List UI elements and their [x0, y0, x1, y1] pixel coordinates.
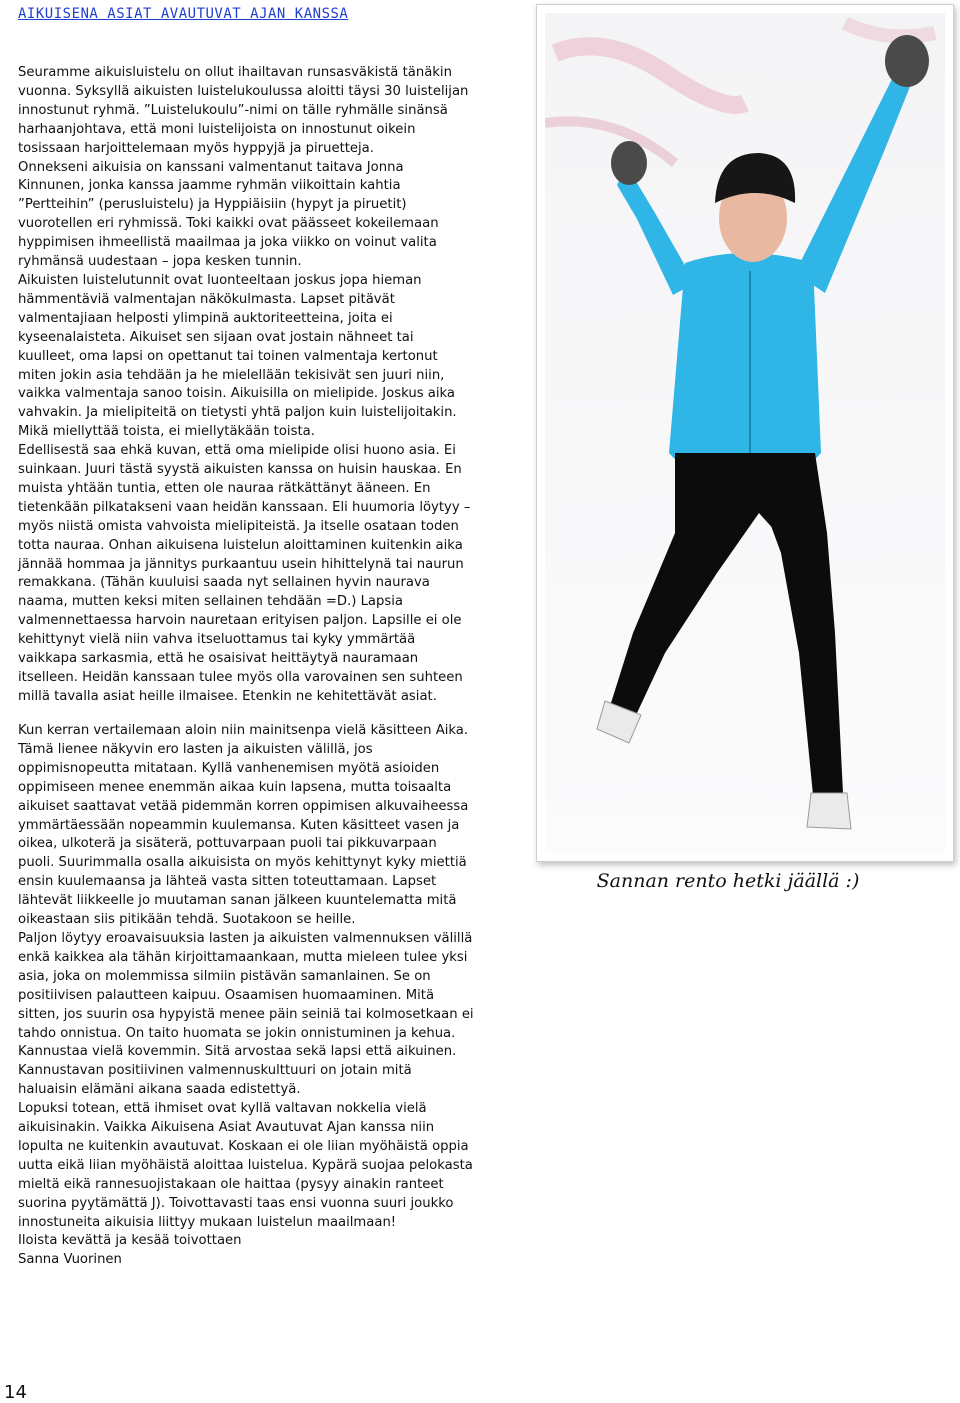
- page-number: 14: [4, 1382, 27, 1403]
- article-column-2: [18, 722, 474, 1270]
- paragraph: Aikuisten luistelutunnit ovat luonteeltaan joskus jopa hieman hämmentäviä valmentajan näkökulmasta. Lapset pitävät valmentajiaan helposti ylimpinä auktoriteetteina, joita ei kyseenalaisteta. Aikuiset sen sijaan ovat jostain nähneet tai kuulleet, oma lapsi on opettanut tai toinen valmentaja kertonut miten jokin asia tehdään ja he mielellään tekisivät sen juuri niin, vaikka valmentaja sanoo toisin. Aikuisilla on mielipide. Joskus aika vahvakin. Ja mielipiteitä on tietysti yhtä paljon kuin luistelijoitakin. Mikä miellyttää toista, ei miellytäkään toista.: [18, 272, 457, 440]
- photo-caption: Sannan rento hetki jäällä :): [596, 870, 860, 892]
- left-glove-icon: [611, 141, 647, 185]
- paragraph: Edellisestä saa ehkä kuvan, että oma mielipide olisi huono asia. Ei suinkaan. Juuri tästä syystä aikuisten kanssa on huisin hauskaa. En muista yhtään tuntia, etten ole nauraa rätkättänyt ääneen. En tietenkään pilkatakseni vaan heidän kanssaan. Eli huumoria löytyy – myös niistä omista vahvoista mielipiteistä. Ja itselle osataan toden totta nauraa. Onhan aikuisena luistelun aloittaminen kuitenkin aika jännää hommaa ja jännitys purkaantuu usein hihittelynä tai naurun remakkana. (Tähän kuuluisi saada nyt sellainen hyvin naurava naama, mutten keksi miten sellainen tehdään =D.) Lapsia valmennettaessa harvoin nauretaan erityisen paljon. Lapsille ei ole kehittynyt vielä niin vahva itseluottamus tai kyky ymmärtää vaikkapa sarkasmia, että he osaisivat heittäytyä nauramaan itselleen. Heidän kanssaan tulee myös olla varovainen sen suhteen millä tavalla asiat heille ilmaisee. Etenkin ne kehitettävät asiat.: [18, 443, 471, 704]
- paragraph: Lopuksi totean, että ihmiset ovat kyllä valtavan nokkelia vielä aikuisinakin. Vaikka Aikuisena Asiat Avautuvat Ajan kanssa niin lopulta ne kuitenkin avautuvat. Koskaan ei ole liian myöhäistä oppia uutta eikä liian myöhäistä aloittaa luistelua. Kypärä suojaa pelokasta mieltä eikä rannesuojistakaan ole haittaa (pysyy ainakin ranteet suorina pyytämättä J). Toivottavasti taas ensi vuonna suuri joukko innostuneita aikuisia liittyy mukaan luistelun maailmaan!: [18, 1101, 473, 1230]
- paragraph: Seuramme aikuisluistelu on ollut ihailtavan runsasväkistä tänäkin vuonna. Syksyllä aikuisten luistelukoulussa aloitti täysi 30 luistelijan innostunut ryhmä. ”Luistelukoulu”-nimi on tälle ryhmälle sinänsä harhaanjohtava, että moni luistelijoista on innostunut oikein tosissaan harjoittelemaan myös hyppyjä ja piruetteja.: [18, 65, 469, 156]
- paragraph: Onnekseni aikuisia on kanssani valmentanut taitava Jonna Kinnunen, jonka kanssa jaamme ryhmän viikoittain kahtia ”Pertteihin” (perusluistelu) ja Hyppiäisiin (hypyt ja piruetit) vuorotellen eri ryhmissä. Toki kaikki ovat päässeet kokeilemaan hyppimisen ihmeellistä maailmaa ja joka viikko on voinut valita ryhmänsä uudestaan – jopa kesken tunnin.: [18, 159, 439, 270]
- article-title: AIKUISENA ASIAT AVAUTUVAT AJAN KANSSA: [18, 6, 349, 22]
- right-skate-icon: [807, 793, 851, 829]
- skater-illustration: [545, 13, 945, 853]
- author-signature: Sanna Vuorinen: [18, 1252, 122, 1268]
- skater-photo: [536, 4, 954, 862]
- article-column-1: [18, 64, 474, 707]
- paragraph: Kun kerran vertailemaan aloin niin mainitsenpa vielä käsitteen Aika. Tämä lienee näkyvin ero lasten ja aikuisten välillä, jos oppimisnopeutta mitataan. Kyllä vanhenemisen myötä asioiden oppimiseen menee enemmän aikaa kuin lapsena, mutta toisaalta aikuiset saattavat vetää pidemmän korren oppimisen alkuvaiheessa ymmärtäessään nopeammin kuulemansa. Kuten käsitteet vasen ja oikea, ulkoterä ja sisäterä, pottuvarpaan puoli tai pikkuvarpaan puoli. Suurimmalla osalla aikuisista on myös kehittynyt kyky miettiä ensin kuulemaansa ja lähteä vasta sitten toteuttamaan. Lapset lähtevät liikkeelle jo muutaman sanan jälkeen kuuntelematta mitä oikeastaan siis pitikään tehdä. Suotakoon se heille.: [18, 723, 469, 928]
- closing-line: Iloista kevättä ja kesää toivottaen: [18, 1233, 242, 1249]
- right-glove-icon: [885, 35, 929, 87]
- paragraph: Paljon löytyy eroavaisuuksia lasten ja aikuisten valmennuksen välillä enkä kaikkea ala tähän kirjoittamaankaan, mutta mieleen tulee yksi asia, joka on molemmissa silmiin pistävän samanlainen. Se on positiivisen palautteen kaipuu. Osaamisen huomaaminen. Mitä sitten, jos suurin osa hypyistä menee päin seiniä tai kolmosetkaan ei tahdo onnistua. On taito huomata se jokin onnistuminen ja kehua. Kannustaa vielä kovemmin. Sitä arvostaa sekä lapsi että aikuinen. Kannustavan positiivinen valmennuskulttuuri on jotain mitä haluaisin elämäni aikana saada edistettyä.: [18, 930, 474, 1098]
- torso-jacket: [669, 253, 821, 483]
